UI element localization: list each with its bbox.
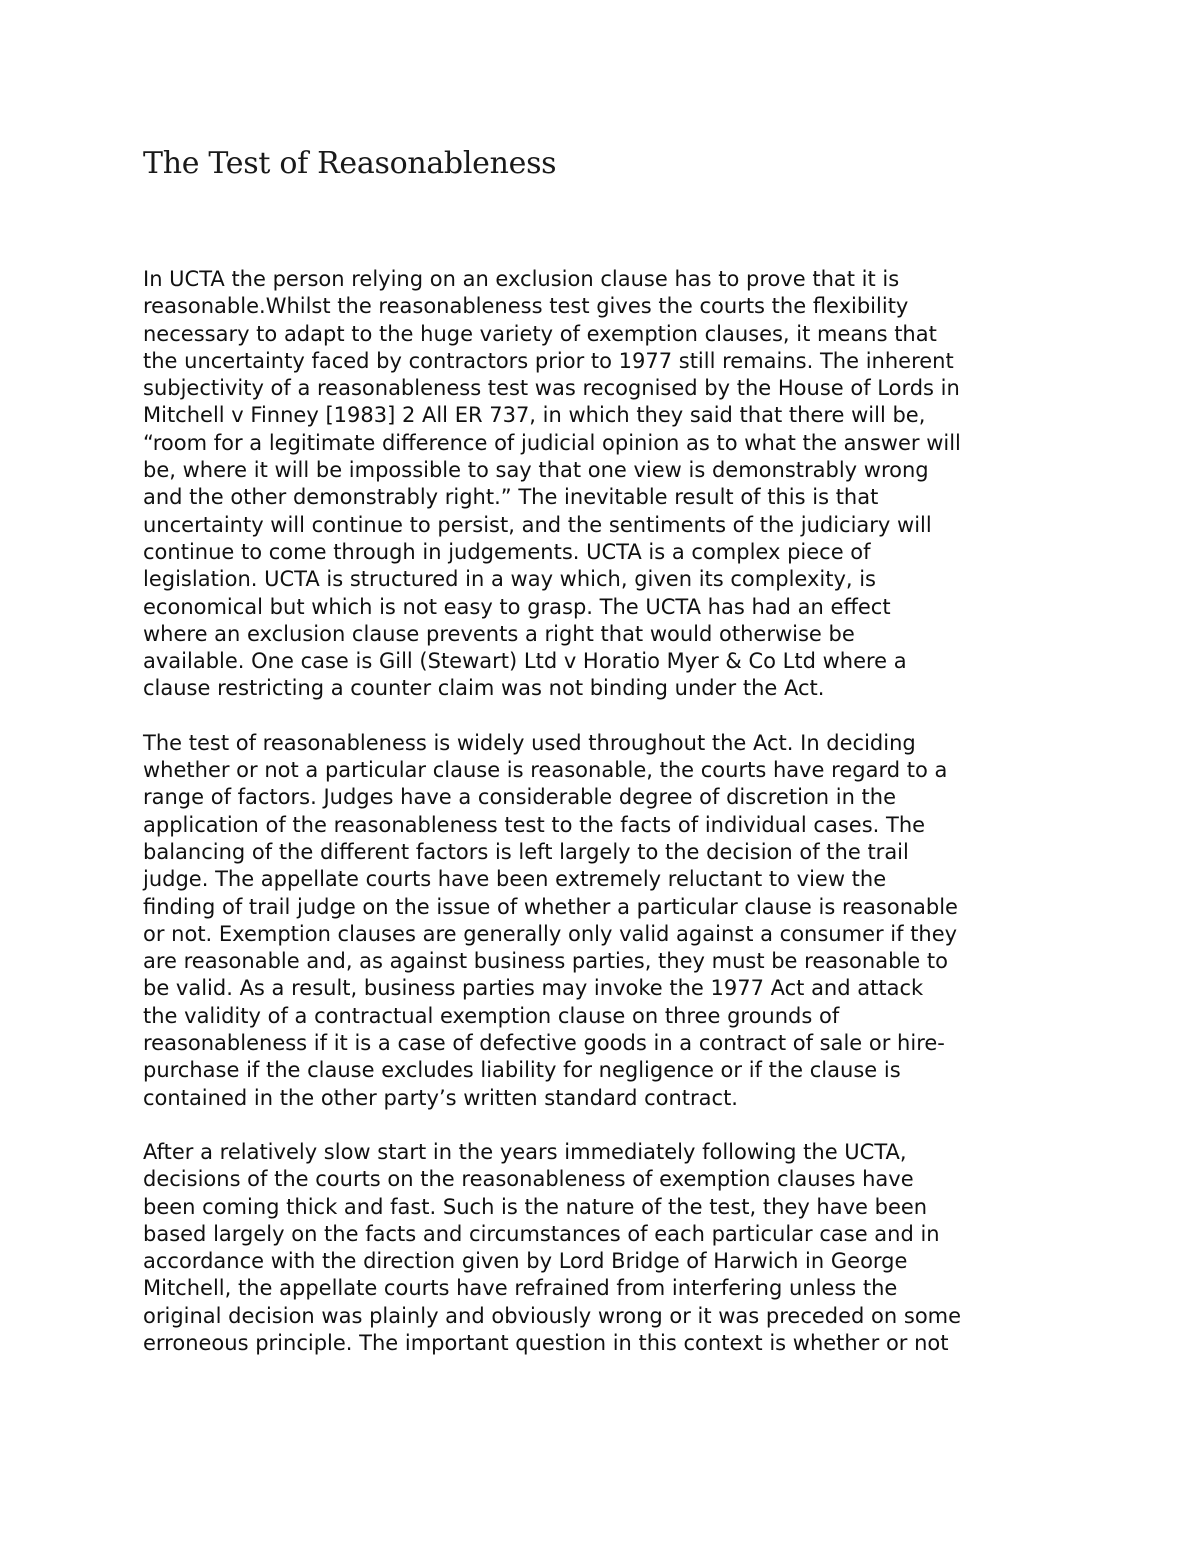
text-line: balancing of the different factors is left largely to the decision of the trail bbox=[143, 839, 909, 864]
text-line: judge. The appellate courts have been extremely reluctant to view the bbox=[143, 867, 887, 892]
text-line: purchase if the clause excludes liability for negligence or if the clause is bbox=[143, 1058, 901, 1083]
text-line: the uncertainty faced by contractors prior to 1977 still remains. The inherent bbox=[143, 348, 954, 373]
text-line: whether or not a particular clause is reasonable, the courts have regard to a bbox=[143, 758, 948, 783]
text-line: In UCTA the person relying on an exclusion clause has to prove that it is bbox=[143, 267, 900, 291]
text-line: been coming thick and fast. Such is the nature of the test, they have been bbox=[143, 1194, 928, 1219]
text-line: and the other demonstrably right.” The inevitable result of this is that bbox=[143, 485, 879, 510]
text-line: the validity of a contractual exemption clause on three grounds of bbox=[143, 1003, 840, 1028]
text-line: Mitchell v Finney [1983] 2 All ER 737, in which they said that there will be, bbox=[143, 403, 926, 428]
text-line: be valid. As a result, business parties may invoke the 1977 Act and attack bbox=[143, 976, 924, 1001]
text-line: clause restricting a counter claim was not binding under the Act. bbox=[143, 676, 825, 701]
paragraph-1 bbox=[143, 266, 1083, 703]
text-line: Mitchell, the appellate courts have refrained from interfering unless the bbox=[143, 1276, 898, 1301]
document-title: The Test of Reasonableness bbox=[143, 146, 557, 181]
text-line: or not. Exemption clauses are generally only valid against a consumer if they bbox=[143, 921, 958, 946]
text-line: available. One case is Gill (Stewart) Ltd v Horatio Myer & Co Ltd where a bbox=[143, 649, 907, 674]
text-line: “room for a legitimate difference of judicial opinion as to what the answer will bbox=[143, 430, 961, 455]
text-line: necessary to adapt to the huge variety of exemption clauses, it means that bbox=[143, 321, 937, 346]
text-line: are reasonable and, as against business parties, they must be reasonable to bbox=[143, 949, 948, 974]
paragraph-3 bbox=[143, 1139, 1083, 1357]
text-line: original decision was plainly and obviously wrong or it was preceded on some bbox=[143, 1303, 962, 1328]
text-line: After a relatively slow start in the years immediately following the UCTA, bbox=[143, 1139, 907, 1164]
text-line: legislation. UCTA is structured in a way which, given its complexity, is bbox=[143, 567, 877, 592]
text-line: reasonableness if it is a case of defective goods in a contract of sale or hire- bbox=[143, 1031, 945, 1056]
text-line: erroneous principle. The important question in this context is whether or not bbox=[143, 1330, 949, 1355]
text-line: The test of reasonableness is widely used throughout the Act. In deciding bbox=[143, 730, 916, 755]
text-line: decisions of the courts on the reasonableness of exemption clauses have bbox=[143, 1167, 914, 1192]
text-line: contained in the other party’s written standard contract. bbox=[143, 1085, 738, 1110]
text-line: based largely on the facts and circumstances of each particular case and in bbox=[143, 1221, 940, 1246]
text-line: reasonable.Whilst the reasonableness test gives the courts the flexibility bbox=[143, 294, 909, 319]
text-line: finding of trail judge on the issue of whether a particular clause is reasonable bbox=[143, 894, 958, 919]
text-line: continue to come through in judgements. UCTA is a complex piece of bbox=[143, 539, 871, 564]
text-line: application of the reasonableness test to the facts of individual cases. The bbox=[143, 812, 926, 837]
document-body bbox=[143, 266, 1083, 1384]
text-line: be, where it will be impossible to say that one view is demonstrably wrong bbox=[143, 458, 929, 483]
text-line: uncertainty will continue to persist, and the sentiments of the judiciary will bbox=[143, 512, 932, 537]
text-line: range of factors. Judges have a considerable degree of discretion in the bbox=[143, 785, 897, 810]
paragraph-2 bbox=[143, 730, 1083, 1112]
text-line: subjectivity of a reasonableness test was recognised by the House of Lords in bbox=[143, 376, 960, 401]
text-line: accordance with the direction given by Lord Bridge of Harwich in George bbox=[143, 1249, 908, 1274]
text-line: economical but which is not easy to grasp. The UCTA has had an effect bbox=[143, 594, 891, 619]
text-line: where an exclusion clause prevents a right that would otherwise be bbox=[143, 621, 855, 646]
